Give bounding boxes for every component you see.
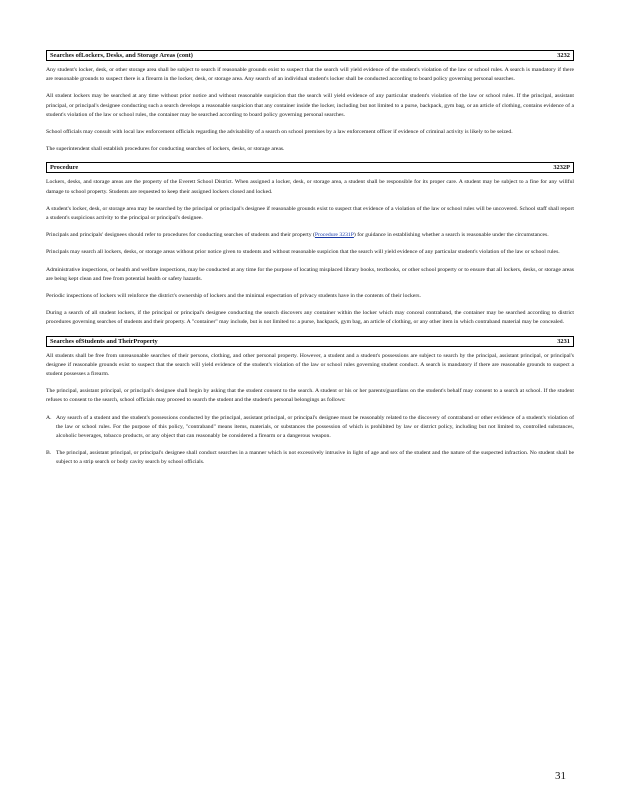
paragraph-text: Principals and principals' designees should refer to procedures for conducting searches of students and their property: [46, 232, 312, 239]
list-text: The principal, assistant principal, or principal's designee shall conduct searches in a manner which is not excessively intrusive in light of age and sex of the student and the nature of the suspected infraction. No student shall be subject to a strip search or body cavity search by school officials.: [56, 450, 574, 466]
paragraph: The superintendent shall establish procedures for conducting searches of lockers, desks, or storage areas.: [46, 146, 285, 153]
paragraph: During a search of all student lockers, if the principal or principal's designee conducting the search discovers any container within the locker which may conceal contraband, the container may be searched according to district procedures governing searches of students and their property. A "container" may include, but is not limited to: a purse, backpack, gym bag, an article of clothing, or any other item in which contraband material may be concealed.: [46, 310, 574, 326]
list-item: [46, 414, 574, 442]
paragraph: Any student's locker, desk, or other storage area shall be subject to search if reasonable grounds exist to suspect that the search will yield evidence of the student's violation of the law or school rules. A search is mandatory if there are reasonable grounds to suspect there is a firearm in the locker, desk, or storage area. Any search of an individual student's locker shall be conducted according to board policy governing personal searches.: [46, 67, 574, 83]
paragraph-with-reference: Principals and principals' designees should refer to procedures for conducting searches of students and their property (Procedure 3231P) for guidance in establishing whether a search is reasonable under the circumstances.: [46, 232, 549, 239]
section-title: Procedure: [50, 164, 79, 172]
paragraph: Periodic inspections of lockers will reinforce the district's ownership of lockers and the minimal expectation of privacy students have in the contents of their lockers.: [46, 293, 421, 300]
section-code: 3231: [557, 337, 570, 345]
paragraph: All students shall be free from unreasonable searches of their persons, clothing, and other personal property. However, a student and a student's possessions are subject to search by the principal, assistant principal, or principal's designee if reasonable grounds exist to suspect that the search will yield evidence of the student's violation of the law or school rules governing student conduct. A search is mandatory if there are reasonable grounds to suspect a student possesses a firearm.: [46, 352, 574, 378]
section-header-procedure: [46, 162, 574, 173]
paragraph: Administrative inspections, or health and welfare inspections, may be conducted at any time for the purpose of locating misplaced library books, textbooks, or other school property or to ensure that all lockers, desks, or storage areas are being kept clean and free from potential health or safety hazards.: [46, 266, 574, 282]
paragraph: Principals may search all lockers, desks, or storage areas without prior notice given to students and without reasonable suspicion that the search will yield evidence of any particular student's violation of the law or school rules.: [46, 249, 560, 256]
section-title: Searches ofStudents and TheirProperty: [50, 337, 158, 345]
list-text: Any search of a student and the student's possessions conducted by the principal, assistant principal, or principal's designee must be reasonably related to the discovery of contraband or other evidence of a student's violation of the law or school rules. For the purpose of this policy, "contraband" means items, materials, or substances the possession of which is prohibited by law or district policy, including but not limited to, controlled substances, alcoholic beverages, tobacco products, or any object that can reasonably be considered a firearm or a dangerous weapon.: [56, 414, 574, 440]
paragraph: The principal, assistant principal, or principal's designee shall begin by asking that the student consent to the search. A student or his or her parents/guardians on the student's behalf may consent to a search at school. If the student refuses to consent to the search, school officials may proceed to search the student and the student's personal belongings as follows:: [46, 388, 574, 404]
paragraph: Lockers, desks, and storage areas are the property of the Everett School District. When assigned a locker, desk, or storage area, a student shall be responsible for its proper care. A student may be subject to a fine for any willful damage to school property. Students are requested to keep their assigned lockers closed and locked.: [46, 179, 574, 195]
list-label: A.: [46, 414, 52, 421]
page-number: 31: [555, 770, 566, 782]
procedure-reference-link[interactable]: Procedure 3231P: [314, 232, 354, 239]
section-header-lockers: [46, 50, 574, 61]
section-title: Searches ofLockers, Desks, and Storage Areas (cont): [50, 52, 193, 59]
document-page: [46, 50, 574, 476]
paragraph: School officials may consult with local law enforcement officials regarding the advisability of a search on school premises by a law enforcement officer if evidence of criminal activity is likely to be seized.: [46, 129, 513, 136]
section-header-student-searches: [46, 336, 574, 347]
list-label: B.: [46, 450, 52, 457]
section-code: 3232P: [553, 164, 570, 172]
paragraph: All student lockers may be searched at any time without prior notice and without reasonable suspicion that the search will yield evidence of any particular student's violation of the law or school rules. If the principal, assistant principal, or principal's designee conducting such a search develops a reasonable suspicion that any container inside the locker, including but not limited to a purse, backpack, gym bag, or an article of clothing, contains evidence of a student's violation of the law or school rules, the container may be searched according to board policy governing personal searches.: [46, 93, 574, 118]
paragraph: A student's locker, desk, or storage area may be searched by the principal or principal's designee if reasonable grounds exist to suspect that evidence of a violation of the law or school rules will be uncovered. School staff shall report a student's suspicious activity to the principal or principal's designee.: [46, 205, 574, 222]
list-item: [46, 449, 574, 467]
section-code: 3232: [557, 52, 570, 59]
paragraph-text: for guidance in establishing whether a search is reasonable under the circumstances.: [357, 232, 549, 239]
